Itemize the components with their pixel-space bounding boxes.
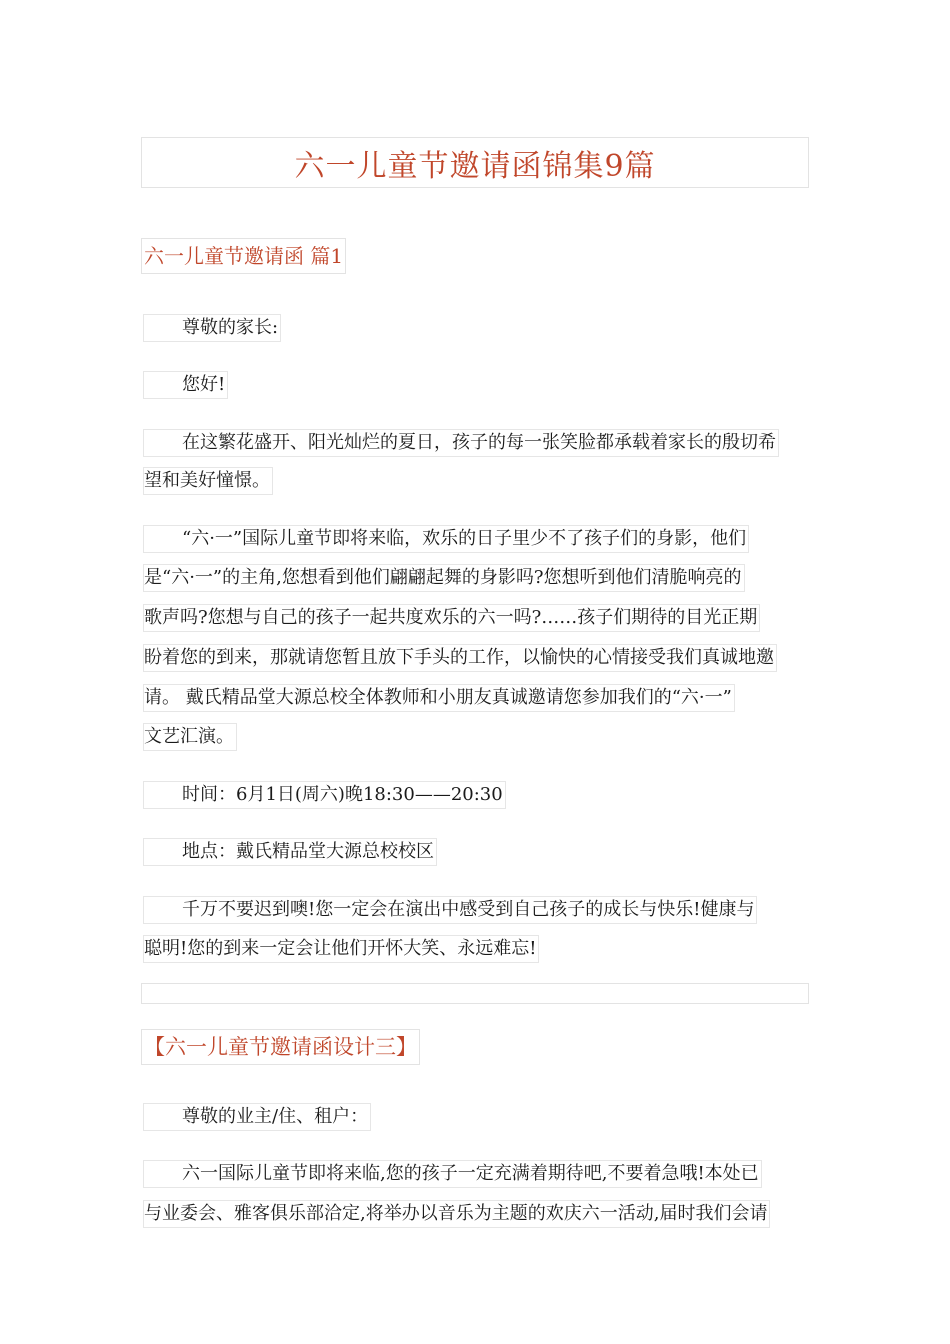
paragraph-line (143, 467, 273, 495)
event-time (143, 781, 506, 809)
paragraph-text: 千万不要迟到噢!您一定会在演出中感受到自己孩子的成长与快乐!健康与 (182, 899, 755, 920)
event-time-text: 时间：6月1日(周六)晚18:30——20:30 (182, 784, 503, 805)
section1-heading (141, 238, 346, 274)
paragraph-text: 请。 戴氏精品堂大源总校全体教师和小朋友真诚邀请您参加我们的“六·一” (144, 687, 732, 708)
paragraph-line (143, 525, 749, 553)
paragraph-line (143, 429, 779, 457)
section2-heading-text: 【六一儿童节邀请函设计三】 (141, 1029, 420, 1065)
salutation-text: 尊敬的业主/住、租户： (182, 1106, 369, 1127)
paragraph-line (143, 684, 735, 712)
greeting-text: 您好! (182, 374, 226, 395)
paragraph-text: 六一国际儿童节即将来临,您的孩子一定充满着期待吧,不要着急哦!本处已 (182, 1163, 759, 1184)
paragraph-line (143, 723, 237, 751)
paragraph-text: 在这繁花盛开、阳光灿烂的夏日，孩子的每一张笑脸都承载着家长的殷切希 (182, 432, 776, 453)
document-title: 六一儿童节邀请函锦集9篇 (294, 148, 656, 184)
event-place-text: 地点：戴氏精品堂大源总校校区 (182, 841, 434, 862)
greeting (143, 371, 228, 399)
salutation (143, 314, 281, 342)
paragraph-line (143, 896, 757, 924)
paragraph-text: 与业委会、雅客俱乐部洽定,将举办以音乐为主题的欢庆六一活动,届时我们会请 (144, 1203, 768, 1224)
spacer-box (141, 983, 809, 1004)
paragraph-line (143, 1200, 770, 1228)
salutation-text: 尊敬的家长: (182, 317, 279, 338)
paragraph-text: 盼着您的到来，那就请您暂且放下手头的工作，以愉快的心情接受我们真诚地邀 (144, 647, 774, 668)
salutation (143, 1103, 371, 1131)
paragraph-text: 望和美好憧憬。 (144, 470, 270, 491)
paragraph-line (143, 935, 539, 963)
paragraph-line (143, 1160, 762, 1188)
paragraph-line (143, 564, 745, 592)
title-box (141, 137, 809, 188)
section1-heading-text: 六一儿童节邀请函 篇1 (141, 238, 346, 274)
paragraph-text: “六·一”国际儿童节即将来临，欢乐的日子里少不了孩子们的身影，他们 (182, 528, 747, 549)
paragraph-text: 是“六·一”的主角,您想看到他们翩翩起舞的身影吗?您想听到他们清脆响亮的 (144, 567, 742, 588)
paragraph-line (143, 604, 760, 632)
paragraph-text: 歌声吗?您想与自己的孩子一起共度欢乐的六一吗?……孩子们期待的目光正期 (144, 607, 758, 628)
section2-heading (141, 1029, 420, 1065)
paragraph-text: 聪明!您的到来一定会让他们开怀大笑、永远难忘! (144, 938, 537, 959)
paragraph-line (143, 644, 777, 672)
event-place (143, 838, 437, 866)
paragraph-text: 文艺汇演。 (144, 726, 234, 747)
